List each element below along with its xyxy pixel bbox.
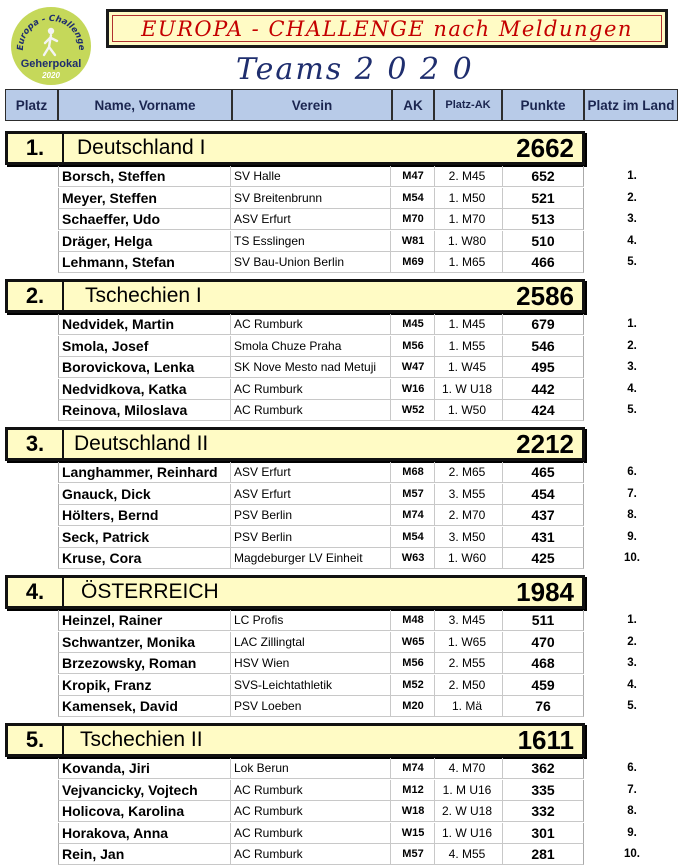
member-age-class: M70 [402,213,424,225]
member-place-in-country: 10. [624,552,640,564]
member-club: LAC Zillingtal [234,634,305,649]
member-age-class: W47 [401,361,425,373]
member-age-class: W18 [401,805,425,817]
member-points: 454 [531,485,555,502]
member-place-in-age-class: 2. M55 [448,656,486,670]
column-header-name: Name, Vorname [58,89,232,121]
page-title: EUROPA - CHALLENGE nach Meldungen [141,16,633,41]
member-place-in-age-class: 1. M65 [448,255,486,269]
member-age-class: W52 [401,404,425,416]
member-row [0,314,678,335]
member-age-class: W63 [401,552,425,564]
member-name: Horakova, Anna [62,824,169,841]
member-age-class: M69 [402,256,424,268]
member-points: 332 [531,803,555,819]
member-club: AC Rumburk [234,381,303,396]
member-place-in-country: 1. [627,170,637,182]
team-header [5,427,585,461]
member-row [0,696,678,717]
member-name: Seck, Patrick [62,528,150,545]
member-club: Smola Chuze Praha [234,338,342,353]
member-points: 546 [531,337,555,354]
member-row [0,188,678,209]
member-row [0,252,678,273]
column-header-platz-ak: Platz-AK [434,89,502,121]
member-age-class: W81 [401,234,425,247]
member-age-class: W16 [401,382,425,395]
member-club: TS Esslingen [234,233,305,248]
member-club: HSV Wien [234,656,290,670]
member-club: SV Bau-Union Berlin [234,255,345,269]
member-name: Borsch, Steffen [62,168,166,184]
member-club: SVS-Leichtathletik [234,677,333,692]
member-club: AC Rumburk [234,847,303,861]
member-club: AC Rumburk [234,317,303,331]
member-name: Nedvidek, Martin [62,316,175,332]
member-place-in-country: 9. [627,826,637,839]
member-points: 470 [531,633,555,650]
member-row [0,166,678,187]
member-name: Schaeffer, Udo [62,211,161,227]
member-age-class: M56 [402,657,424,669]
member-club: SV Breitenbrunn [234,190,323,205]
member-club: SV Halle [234,169,281,183]
member-points: 335 [531,781,555,798]
member-points: 465 [531,464,555,480]
member-name: Hölters, Bernd [62,507,159,523]
member-club: Lok Berun [234,761,289,775]
member-row [0,336,678,357]
logo-arc-text: Europa - Challenge [15,13,87,51]
member-row [0,801,678,822]
member-place-in-age-class: 1. W60 [447,551,486,565]
title-banner [106,9,668,48]
member-place-in-age-class: 2. M70 [448,508,486,522]
member-name: Langhammer, Reinhard [62,464,218,480]
member-row [0,758,678,779]
member-points: 301 [531,824,555,841]
member-place-in-country: 6. [627,762,637,774]
member-name: Vejvancicky, Vojtech [62,781,198,798]
member-place-in-age-class: 2. M65 [448,465,486,479]
member-row [0,653,678,674]
member-place-in-country: 10. [624,848,640,860]
member-name: Kovanda, Jiri [62,760,150,776]
member-place-in-age-class: 1. Mä [451,699,482,713]
team-total-points: 2662 [516,133,574,163]
member-place-in-age-class: 1. M50 [448,190,486,205]
column-header-punkte: Punkte [502,89,584,121]
page-subtitle: Teams 2 0 2 0 [236,52,474,87]
member-row [0,632,678,653]
member-place-in-country: 2. [627,635,637,648]
member-name: Kruse, Cora [62,550,142,566]
member-club: AC Rumburk [234,403,303,417]
team-rank: 1. [8,134,64,162]
member-points: 281 [531,846,555,862]
member-club: AC Rumburk [234,825,303,840]
team-name: Deutschland I [77,136,206,159]
member-points: 679 [531,316,555,332]
member-club: AC Rumburk [234,782,303,797]
member-points: 424 [531,402,555,418]
member-row [0,780,678,801]
member-club: ASV Erfurt [234,212,291,226]
member-age-class: M52 [402,678,424,691]
member-place-in-age-class: 2. M50 [448,677,486,692]
team-rank: 3. [8,430,64,458]
team-total-points: 1984 [516,577,574,607]
member-name: Schwantzer, Monika [62,633,196,650]
member-club: ASV Erfurt [234,486,291,501]
team-header [5,279,585,313]
member-row [0,400,678,421]
member-name: Gnauck, Dick [62,485,151,502]
member-points: 513 [531,211,555,227]
member-age-class: M45 [402,318,424,330]
member-age-class: M54 [402,191,424,204]
member-row [0,610,678,631]
team-total-points: 1611 [517,725,574,755]
member-club: AC Rumburk [234,804,303,818]
member-name: Holicova, Karolina [62,803,185,819]
member-place-in-country: 5. [627,404,637,416]
member-place-in-age-class: 3. M55 [448,486,486,501]
member-name: Kamensek, David [62,698,178,714]
europa-challenge-logo [11,7,91,85]
column-header-ak: AK [392,89,434,121]
member-age-class: M20 [402,700,424,712]
team-header [5,131,585,165]
member-place-in-age-class: 1. W45 [447,360,486,374]
member-age-class: W15 [401,826,425,839]
member-row [0,379,678,400]
column-header-platz-im-land: Platz im Land [584,89,678,121]
member-place-in-country: 2. [627,191,637,204]
member-points: 495 [531,359,555,375]
team-name: Deutschland II [74,432,209,455]
member-place-in-age-class: 1. W50 [447,403,486,417]
member-name: Borovickova, Lenka [62,359,195,375]
member-points: 442 [531,380,555,397]
member-place-in-age-class: 1. M55 [448,338,486,353]
member-place-in-country: 1. [627,318,637,330]
member-place-in-age-class: 4. M70 [448,761,486,775]
member-points: 76 [535,698,551,714]
member-place-in-country: 7. [627,783,637,796]
member-place-in-country: 3. [627,361,637,373]
team-total-points: 2212 [516,429,574,459]
member-row [0,844,678,865]
member-place-in-country: 6. [627,466,637,478]
member-age-class: M56 [402,339,424,352]
logo-year: 2020 [42,71,60,80]
member-place-in-age-class: 2. M45 [448,169,486,183]
member-name: Dräger, Helga [62,232,153,249]
column-header-row [0,89,678,121]
member-place-in-age-class: 4. M55 [448,847,486,861]
member-place-in-country: 3. [627,657,637,669]
member-row [0,484,678,505]
member-club: PSV Loeben [234,699,302,713]
member-age-class: M57 [402,848,424,860]
walker-emblem-icon [11,7,91,85]
member-place-in-age-class: 1. M U16 [442,782,492,797]
member-club: LC Profis [234,613,284,627]
member-name: Heinzel, Rainer [62,612,163,628]
member-place-in-country: 5. [627,700,637,712]
member-points: 468 [531,655,555,671]
member-row [0,462,678,483]
member-row [0,357,678,378]
member-name: Rein, Jan [62,846,125,862]
member-place-in-country: 8. [627,805,637,817]
member-place-in-age-class: 1. M70 [448,212,486,226]
team-total-points: 2586 [516,281,574,311]
member-name: Smola, Josef [62,337,149,354]
member-club: SK Nove Mesto nad Metuji [234,360,377,374]
member-place-in-country: 4. [627,234,637,247]
member-age-class: M74 [402,509,424,521]
member-points: 437 [531,507,555,523]
member-row [0,527,678,548]
member-row [0,209,678,230]
member-place-in-country: 5. [627,256,637,268]
team-rank: 2. [8,282,64,310]
member-points: 459 [531,676,555,693]
member-row [0,548,678,569]
team-header [5,575,585,609]
member-age-class: M57 [402,487,424,500]
member-place-in-country: 8. [627,509,637,521]
column-header-verein: Verein [232,89,392,121]
member-points: 511 [531,612,555,628]
member-name: Reinova, Miloslava [62,402,188,418]
member-place-in-age-class: 1. W65 [447,634,486,649]
member-place-in-age-class: 1. W U16 [441,825,492,840]
member-place-in-age-class: 1. W U18 [441,381,492,396]
team-rank: 5. [8,726,64,754]
member-place-in-age-class: 2. W U18 [441,804,492,818]
member-row [0,231,678,252]
member-points: 521 [531,189,555,206]
member-place-in-country: 2. [627,339,637,352]
member-name: Nedvidkova, Katka [62,380,187,397]
member-club: Magdeburger LV Einheit [234,551,363,565]
member-place-in-age-class: 3. M50 [448,529,486,544]
member-place-in-country: 9. [627,530,637,543]
member-age-class: M12 [402,783,424,796]
member-place-in-age-class: 1. W80 [447,233,486,248]
team-header [5,723,585,757]
member-place-in-country: 1. [627,614,637,626]
member-age-class: M74 [402,762,424,774]
member-place-in-country: 7. [627,487,637,500]
member-name: Kropik, Franz [62,676,152,693]
member-name: Lehmann, Stefan [62,254,175,270]
member-age-class: M68 [402,466,424,478]
member-place-in-age-class: 1. M45 [448,317,486,331]
member-name: Meyer, Steffen [62,189,157,206]
member-points: 652 [531,168,555,184]
member-age-class: W65 [401,635,425,648]
member-name: Brzezowsky, Roman [62,655,197,671]
member-row [0,823,678,844]
member-age-class: M48 [402,614,424,626]
member-age-class: M47 [402,170,424,182]
team-name: Tschechien II [80,728,203,751]
member-points: 425 [531,550,555,566]
member-points: 466 [531,254,555,270]
team-name: Tschechien I [85,284,202,307]
team-name: ÖSTERREICH [81,580,219,603]
member-place-in-age-class: 3. M45 [448,613,486,627]
member-points: 431 [531,528,555,545]
member-place-in-country: 4. [627,382,637,395]
logo-main-text: Geherpokal [20,58,82,70]
member-age-class: M54 [402,530,424,543]
member-points: 510 [531,232,555,249]
member-club: PSV Berlin [234,508,293,522]
member-club: ASV Erfurt [234,465,291,479]
member-row [0,505,678,526]
member-club: PSV Berlin [234,529,293,544]
team-rank: 4. [8,578,64,606]
member-place-in-country: 3. [627,213,637,225]
member-row [0,675,678,696]
member-place-in-country: 4. [627,678,637,691]
member-points: 362 [531,760,555,776]
column-header-platz: Platz [5,89,58,121]
